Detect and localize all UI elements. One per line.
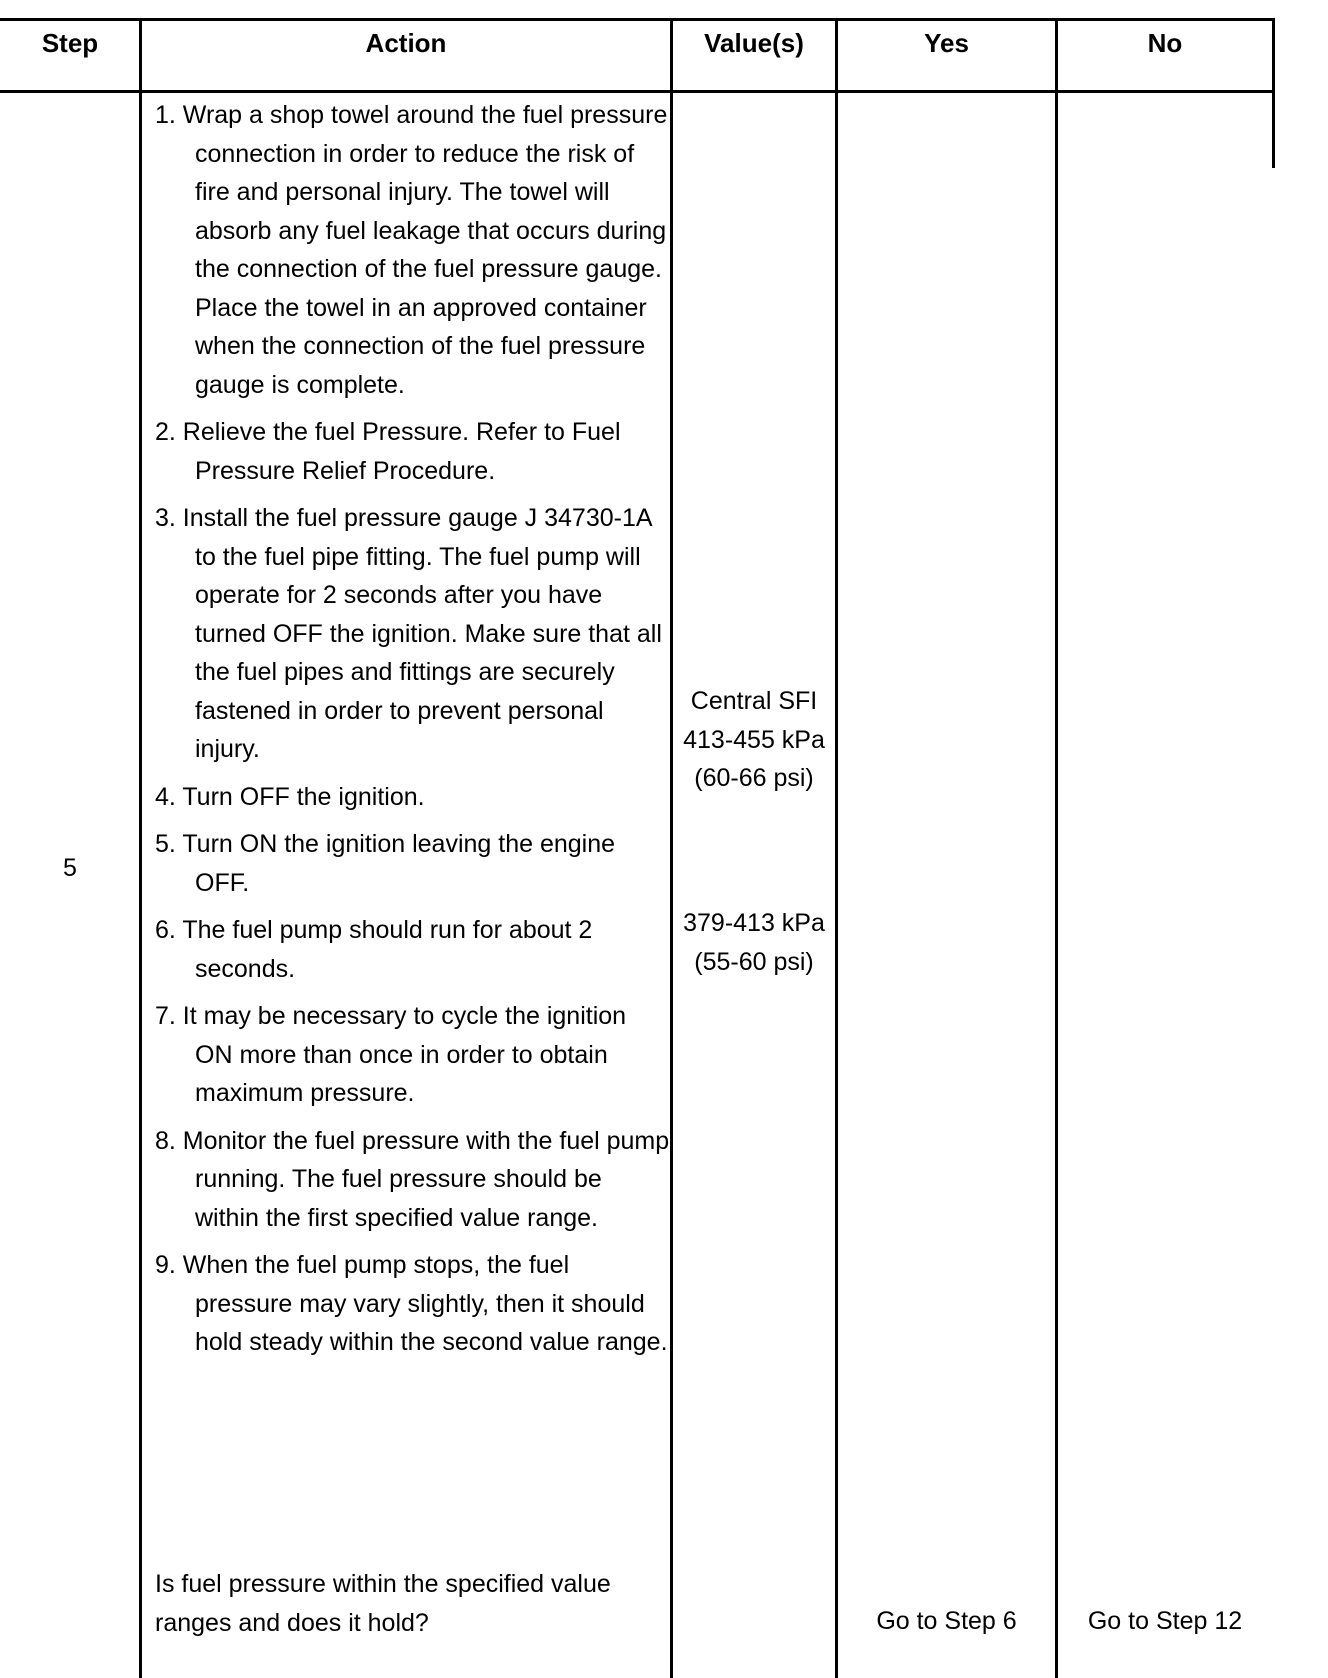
step-number: 5 — [63, 854, 77, 882]
table-right-border — [1272, 18, 1275, 168]
col-divider-action — [670, 18, 673, 1678]
header-bottom-border — [0, 90, 1275, 93]
header-action: Action — [365, 28, 447, 58]
header-yes: Yes — [924, 28, 969, 58]
action-item: 8. Monitor the fuel pressure with the fuel pump running. The fuel pressure should be within the first specified value range. — [155, 1126, 670, 1232]
no-outcome: Go to Step 12 — [1087, 1607, 1243, 1635]
value-range-first: Central SFI 413-455 kPa (60-66 psi) — [683, 687, 825, 792]
header-step: Step — [41, 28, 99, 58]
col-divider-values — [835, 18, 838, 1678]
action-item: 6. The fuel pump should run for about 2 seconds. — [155, 916, 593, 983]
action-item: 7. It may be necessary to cycle the ignition ON more than once in order to obtain maximum pressure. — [155, 1002, 627, 1107]
col-divider-step — [139, 18, 142, 1678]
yes-outcome: Go to Step 6 — [876, 1607, 1017, 1635]
action-item: 3. Install the fuel pressure gauge J 34730-1A to the fuel pipe fitting. The fuel pump will operate for 2 seconds after you have turned OFF the ignition. Make sure that all the fuel pipes and fittings are securely fastened in order to prevent personal injury. — [155, 504, 662, 763]
table-top-border — [0, 18, 1275, 21]
value-range-second: 379-413 kPa (55-60 psi) — [683, 909, 825, 976]
header-values: Value(s) — [704, 28, 804, 58]
question-text: Is fuel pressure within the specified value ranges and does it hold? — [155, 1570, 611, 1637]
action-item: 5. Turn ON the ignition leaving the engine OFF. — [155, 830, 616, 897]
action-item: 9. When the fuel pump stops, the fuel pressure may vary slightly, then it should hold steady within the second value range. — [155, 1251, 668, 1356]
action-list — [155, 96, 670, 1371]
action-item: 2. Relieve the fuel Pressure. Refer to Fuel Pressure Relief Procedure. — [155, 418, 621, 485]
header-no: No — [1147, 28, 1183, 58]
col-divider-yes — [1055, 18, 1058, 1678]
action-item: 1. Wrap a shop towel around the fuel pressure connection in order to reduce the risk of fire and personal injury. The towel will absorb any fuel leakage that occurs during the connection of the fuel pressure gauge. Place the towel in an approved container when the connection of the fuel pressure gauge is complete. — [155, 101, 668, 399]
action-item: 4. Turn OFF the ignition. — [155, 782, 425, 811]
